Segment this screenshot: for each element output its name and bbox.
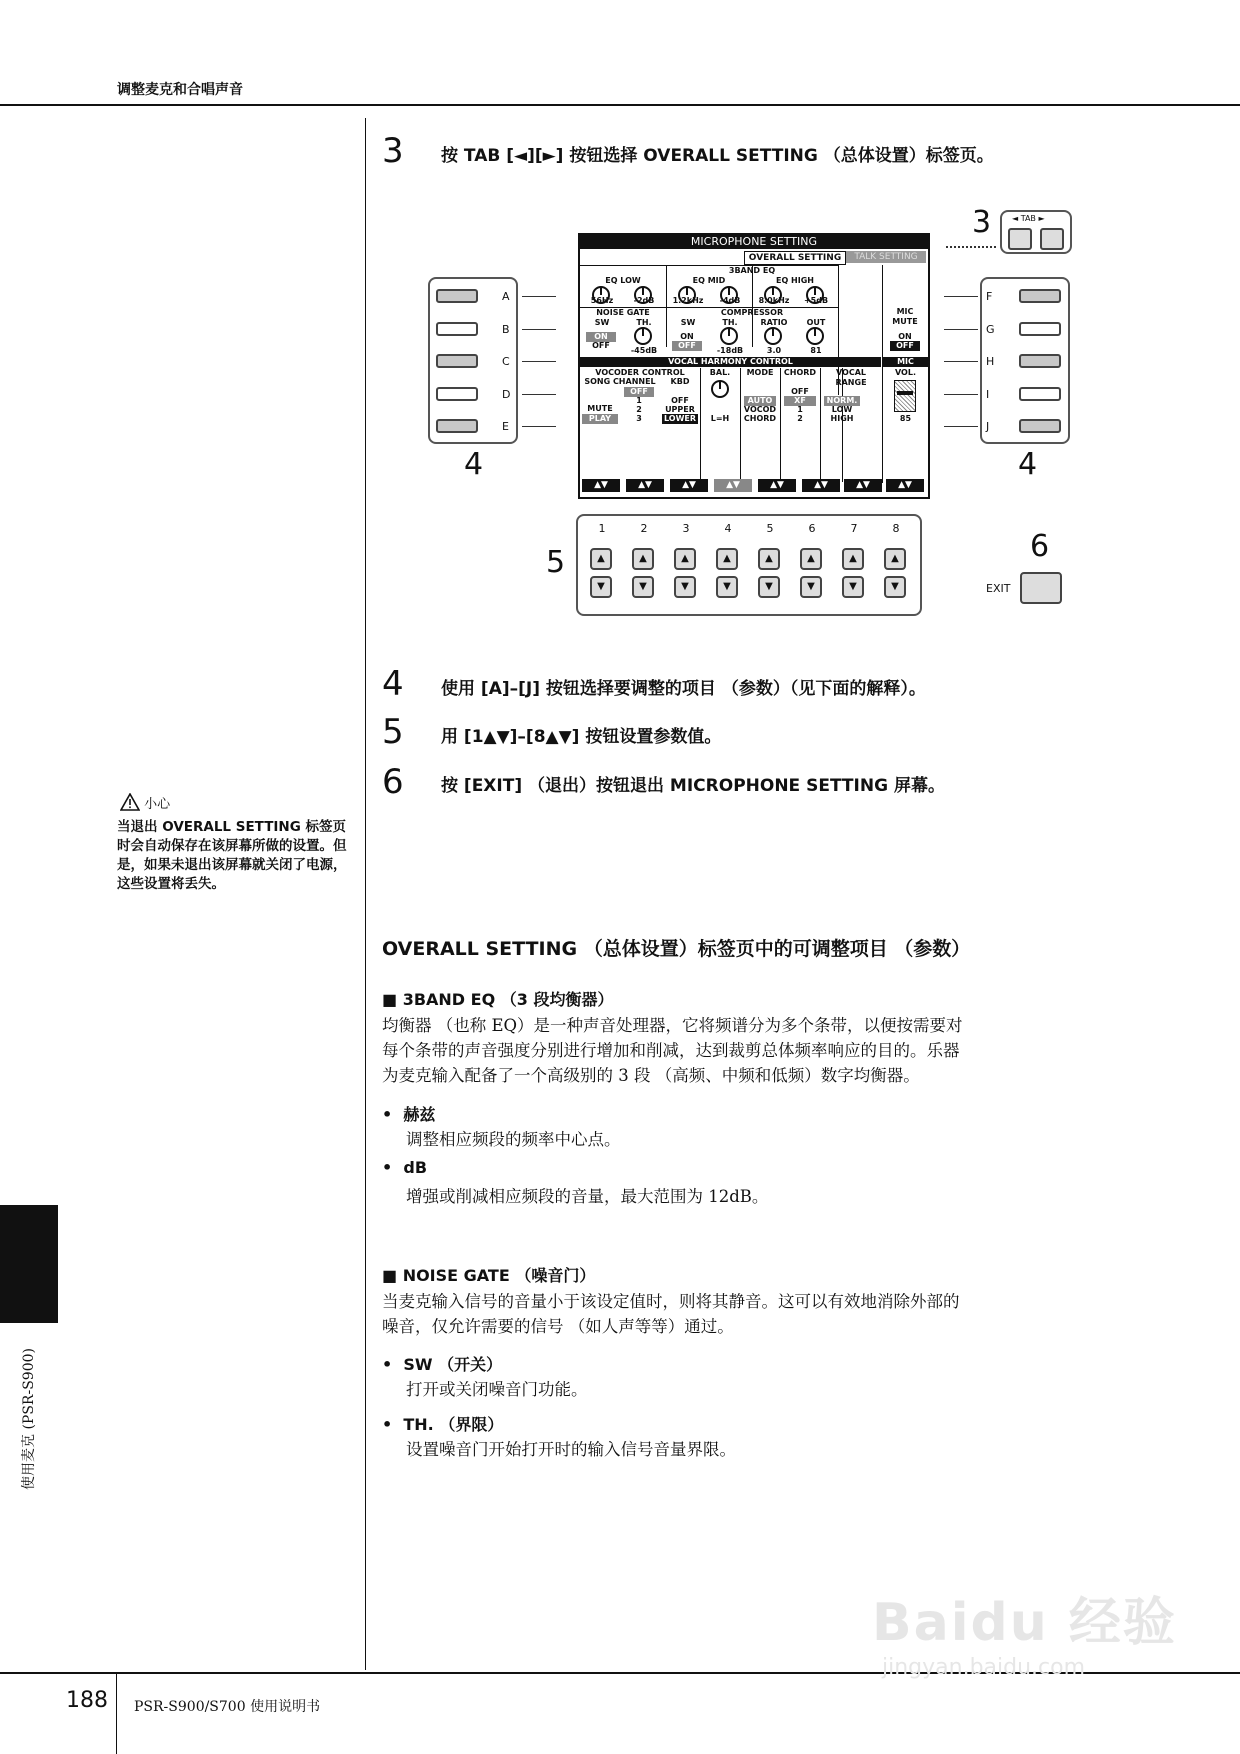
bullet-description: 打开或关闭噪音门功能。 [406,1380,588,1399]
callout-right: 4 [1018,447,1038,482]
ng-sw-off: OFF [592,341,610,350]
number-label: 2 [640,522,648,535]
vocal-range-high: HIGH [830,414,854,423]
caution-text: 当退出 OVERALL SETTING 标签页时会自动保存在该屏幕所做的设置。但是，如果未退出该屏幕就关闭了电源，这些设置将丢失。 [117,819,347,892]
play-label: PLAY [582,414,618,424]
comp-sw-on: ON [680,332,694,341]
lcd-arrow-indicator: ▲▼ [758,479,796,492]
button-label-h: H [986,355,995,368]
mode-vocod: VOCOD [743,405,777,414]
baidu-watermark: Baidu 经验 [872,1593,1177,1653]
step-number: 6 [382,762,404,802]
button-2-up[interactable]: ▲ [632,548,654,570]
leader-line [522,426,556,427]
button-g[interactable] [1019,322,1061,336]
button-c[interactable] [436,354,478,368]
vocoder-control-label: VOCODER CONTROL [595,368,685,377]
number-label: 5 [766,522,774,535]
comp-ratio-label: RATIO [760,318,788,327]
tab-right-button[interactable] [1040,228,1064,250]
caution-heading [120,793,170,812]
chord-label: CHORD [783,368,817,377]
baidu-watermark-url: jingyan.baidu.com [882,1655,1086,1680]
chord-off: OFF [791,387,809,396]
comp-ratio-knob [764,327,782,345]
chord-value: 2 [797,414,803,423]
button-j[interactable] [1019,419,1061,433]
footer-divider [116,1672,117,1754]
eq-value: +5dB [803,296,829,305]
comp-ratio-value: 3.0 [766,346,782,355]
step-number: 5 [382,712,404,752]
vocal-harmony-control-bar: VOCAL HARMONY CONTROL [580,357,881,367]
eq-description [382,1013,1142,1088]
callout-leader [946,246,996,248]
eq-heading: ■ 3BAND EQ （3 段均衡器） [382,990,614,1009]
callout-left: 4 [464,447,484,482]
manual-name: PSR-S900/S700 使用说明书 [134,1699,321,1715]
button-label-j: J [986,420,990,433]
button-e[interactable] [436,419,478,433]
tab-label: ◄ TAB ► [1012,214,1045,223]
leader-line [944,426,978,427]
leader-line [522,329,556,330]
step-text: 按 [EXIT] （退出）按钮退出 MICROPHONE SETTING 屏幕。 [441,776,945,796]
paragraph-line: 噪音，仅允许需要的信号 （如人声等等）通过。 [382,1317,734,1336]
paragraph-line: 当麦克输入信号的音量小于该设定值时，则将其静音。这可以有效地消除外部的 [382,1292,960,1311]
tab-talk-setting[interactable]: TALK SETTING [846,251,926,263]
button-7-down[interactable]: ▼ [842,576,864,598]
ng-th-knob [634,327,652,345]
vocal-range-label: VOCAL RANGE [835,368,867,387]
kbd-lower: LOWER [663,414,697,423]
button-label-c: C [502,355,510,368]
bullet-item: • dB [382,1158,428,1177]
leader-line [522,296,556,297]
ng-th-value: -45dB [630,346,658,355]
exit-button[interactable] [1020,572,1062,604]
button-7-up[interactable]: ▲ [842,548,864,570]
number-label: 6 [808,522,816,535]
mic-volume-value: 85 [899,414,912,423]
callout-exit: 6 [1030,529,1050,564]
kbd-off: OFF [671,396,689,405]
mic-bar: MIC [883,357,928,367]
leader-line [522,394,556,395]
eq-mid-label: EQ MID [692,276,726,285]
exit-label: EXIT [986,582,1011,595]
paragraph-line: 为麦克输入配备了一个高级别的 3 段 （高频、中频和低频）数字均衡器。 [382,1066,920,1085]
noise-gate-heading: ■ NOISE GATE （噪音门） [382,1266,596,1285]
mode-auto: AUTO [744,396,776,406]
leader-line [944,394,978,395]
button-6-up[interactable]: ▲ [800,548,822,570]
button-1-up[interactable]: ▲ [590,548,612,570]
button-5-down[interactable]: ▼ [758,576,780,598]
mic-vol-label: VOL. [895,368,916,377]
button-3-up[interactable]: ▲ [674,548,696,570]
ng-th-label: TH. [636,318,652,327]
button-label-b: B [502,323,510,336]
bullet-item: • SW （开关） [382,1355,503,1374]
button-h[interactable] [1019,354,1061,368]
comp-out-knob [806,327,824,345]
song-channel-value: 2 [636,405,642,414]
lcd-title: MICROPHONE SETTING [580,235,928,249]
number-label: 8 [892,522,900,535]
button-label-a: A [502,290,510,303]
step-text: 使用 [A]–[J] 按钮选择要调整的项目 （参数）（见下面的解释）。 [441,679,926,699]
button-1-down[interactable]: ▼ [590,576,612,598]
mic-mute-off: OFF [890,341,920,351]
vocal-range-norm: NORM. [824,396,860,406]
mic-volume-slider [894,380,916,412]
bullet-description: 设置噪音门开始打开时的输入信号音量界限。 [406,1440,736,1459]
chord-xf: XF [784,396,816,406]
lcd-screen [578,233,930,499]
comp-th-value: -18dB [716,346,744,355]
song-channel-off: OFF [624,387,654,397]
bullet-title: 赫兹 [403,1105,436,1124]
button-label-i: I [986,388,990,401]
running-header: 调整麦克和合唱声音 [117,82,243,98]
step-number: 3 [382,131,404,171]
callout-bottom: 5 [546,545,566,580]
chapter-label: 使用麦克 (PSR-S900) [21,1348,37,1490]
noise-gate-label: NOISE GATE [596,308,650,317]
noise-gate-heading-text: NOISE GATE （噪音门） [402,1266,596,1285]
mute-label: MUTE [587,404,613,413]
kbd-upper: UPPER [665,405,695,414]
button-b[interactable] [436,322,478,336]
page-number: 188 [66,1688,108,1713]
lcd-divider [780,368,781,482]
lcd-divider [740,368,741,482]
button-f[interactable] [1019,289,1061,303]
balance-value: L=H [710,414,730,423]
button-4-up[interactable]: ▲ [716,548,738,570]
song-channel-value: 1 [636,396,642,405]
lcd-arrow-indicator: ▲▼ [802,479,840,492]
vocal-range-low: LOW [831,405,853,414]
button-label-f: F [986,290,993,303]
comp-th-knob [720,327,738,345]
button-i[interactable] [1019,387,1061,401]
paragraph-line: 均衡器 （也称 EQ）是一种声音处理器，它将频谱分为多个条带，以便按需要对 [382,1016,963,1035]
section-title: OVERALL SETTING （总体设置）标签页中的可调整项目 （参数） [382,938,971,960]
number-label: 4 [724,522,732,535]
leader-line [522,361,556,362]
lcd-arrow-indicator: ▲▼ [714,479,752,492]
eq-heading-text: 3BAND EQ （3 段均衡器） [402,990,614,1009]
kbd-label: KBD [670,377,690,386]
leader-line [944,296,978,297]
warning-triangle-icon [120,793,140,811]
bullet-description: 增强或削减相应频段的音量，最大范围为 12dB。 [406,1187,769,1206]
mode-label: MODE [746,368,774,377]
comp-sw-label: SW [680,318,696,327]
leader-line [944,361,978,362]
comp-th-label: TH. [722,318,738,327]
ng-sw-on: ON [586,332,616,342]
number-label: 1 [598,522,606,535]
tab-button-panel [1000,210,1072,254]
eq-header: 3BAND EQ [728,266,776,275]
button-a[interactable] [436,289,478,303]
callout-tab: 3 [972,205,992,240]
eq-value: -4dB [719,296,741,305]
button-4-down[interactable]: ▼ [716,576,738,598]
song-channel-value: 3 [636,414,642,423]
button-5-up[interactable]: ▲ [758,548,780,570]
mode-chord: CHORD [743,414,777,423]
button-label-e: E [502,420,509,433]
tab-left-button[interactable] [1008,228,1032,250]
chord-value: 1 [797,405,803,414]
bullet-title: TH. （界限） [403,1415,504,1434]
button-d[interactable] [436,387,478,401]
button-8-up[interactable]: ▲ [884,548,906,570]
number-label: 3 [682,522,690,535]
bullet-description: 调整相应频段的频率中心点。 [406,1130,621,1149]
button-2-down[interactable]: ▼ [632,576,654,598]
lcd-divider [700,368,701,482]
song-channel-label: SONG CHANNEL [584,377,656,386]
button-label-g: G [986,323,995,336]
ng-sw-label: SW [594,318,610,327]
noise-gate-description [382,1289,1142,1339]
mic-volume-thumb [897,391,913,395]
tab-overall-setting[interactable]: OVERALL SETTING [744,251,846,265]
bal-label: BAL. [709,368,731,377]
column-divider [365,118,366,1670]
bullet-title: dB [403,1158,428,1177]
compressor-label: COMPRESSOR [720,308,784,317]
step-text: 按 TAB [◄][►] 按钮选择 OVERALL SETTING （总体设置）标签页。 [441,146,994,166]
caution-label: 小心 [144,797,171,812]
lcd-arrow-indicator: ▲▼ [886,479,924,492]
comp-out-value: 81 [810,346,822,355]
step-text: 用 [1▲▼]–[8▲▼] 按钮设置参数值。 [441,727,722,747]
bullet-item: • 赫兹 [382,1105,436,1124]
balance-knob [711,380,729,398]
eq-value: 56Hz [590,296,614,305]
header-rule [0,104,1240,106]
button-label-d: D [502,388,511,401]
comp-out-label: OUT [806,318,826,327]
mic-mute-on: ON [898,332,912,341]
mic-mute-label: MIC MUTE [892,307,918,326]
number-label: 7 [850,522,858,535]
comp-sw-off: OFF [672,341,702,351]
eq-low-label: EQ LOW [605,276,641,285]
lcd-arrow-indicator: ▲▼ [582,479,620,492]
lcd-arrow-indicator: ▲▼ [670,479,708,492]
step-number: 4 [382,664,404,704]
eq-high-label: EQ HIGH [776,276,814,285]
paragraph-line: 每个条带的声音强度分别进行增加和削减，达到裁剪总体频率响应的目的。乐器 [382,1041,960,1060]
lcd-arrow-indicator: ▲▼ [844,479,882,492]
chapter-tab [0,1205,58,1323]
eq-value: -2dB [633,296,655,305]
lcd-arrow-indicator: ▲▼ [626,479,664,492]
bullet-item: • TH. （界限） [382,1415,504,1434]
eq-value: 1.2kHz [672,296,704,305]
button-3-down[interactable]: ▼ [674,576,696,598]
bullet-title: SW （开关） [403,1355,503,1374]
button-8-down[interactable]: ▼ [884,576,906,598]
leader-line [944,329,978,330]
number-button-panel [576,514,922,616]
button-6-down[interactable]: ▼ [800,576,822,598]
eq-value: 8.0kHz [758,296,790,305]
